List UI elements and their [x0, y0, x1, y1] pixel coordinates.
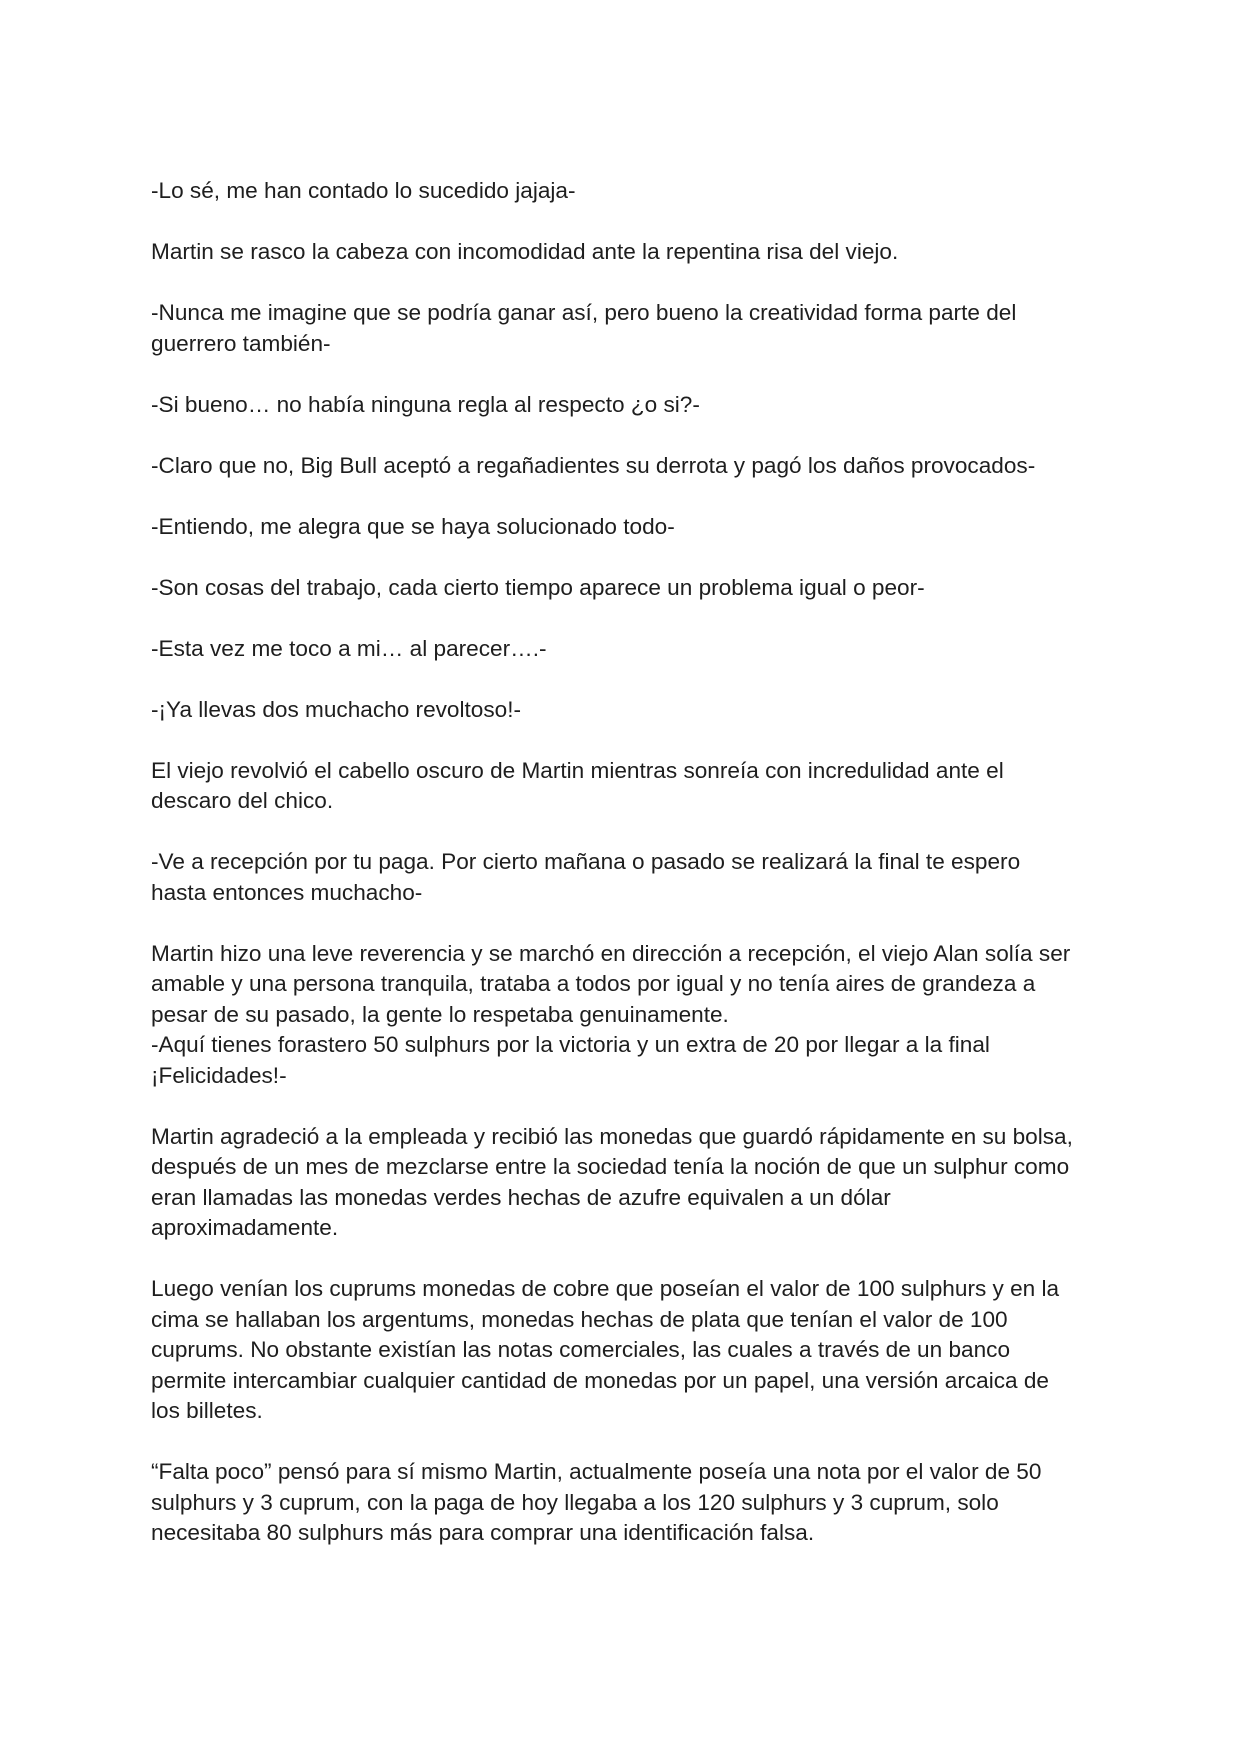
paragraph: Martin se rasco la cabeza con incomodidad ante la repentina risa del viejo. [151, 239, 899, 264]
paragraph: -Claro que no, Big Bull aceptó a regañadientes su derrota y pagó los daños provocados- [151, 452, 1036, 478]
paragraph: -Aquí tienes forastero 50 sulphurs por la victoria y un extra de 20 por llegar a la final ¡Felicidades!- [151, 1032, 990, 1088]
paragraph: El viejo revolvió el cabello oscuro de Martin mientras sonreía con incredulidad ante el descaro del chico. [151, 757, 1004, 813]
paragraph: -Nunca me imagine que se podría ganar así, pero bueno la creatividad forma parte del guerrero también- [151, 300, 1017, 356]
paragraph: -Ve a recepción por tu paga. Por cierto mañana o pasado se realizará la final te espero hasta entonces muchacho- [151, 849, 1021, 905]
paragraph: Luego venían los cuprums monedas de cobre que poseían el valor de 100 sulphurs y en la cima se hallaban los argentums, monedas hechas de plata que tenían el valor de 100 cuprums. No obstante existían las notas comerciales, las cuales a través de un banco permite intercambiar cualquier cantidad de monedas por un papel, una versión arcaica de los billetes. [151, 1276, 1060, 1423]
paragraph: -Esta vez me toco a mi… al parecer….- [151, 635, 547, 661]
paragraph: Martin hizo una leve reverencia y se marchó en dirección a recepción, el viejo Alan solía ser amable y una persona tranquila, trataba a todos por igual y no tenía aires de grandeza a pesar de su pasado, la gente lo respetaba genuinamente. [151, 940, 1071, 1027]
paragraph: “Falta poco” pensó para sí mismo Martin, actualmente poseía una nota por el valor de 50 sulphurs y 3 cuprum, con la paga de hoy llegaba a los 120 sulphurs y 3 cuprum, solo necesitaba 80 sulphurs más para comprar una identificación falsa. [151, 1459, 1042, 1545]
paragraph: -¡Ya llevas dos muchacho revoltoso!- [151, 696, 522, 722]
paragraph: -Lo sé, me han contado lo sucedido jajaja- [151, 178, 576, 203]
paragraph: Martin agradeció a la empleada y recibió las monedas que guardó rápidamente en su bolsa, después de un mes de mezclarse entre la sociedad tenía la noción de que un sulphur como eran llamadas las monedas verdes hechas de azufre equivalen a un dólar aproximadamente. [151, 1123, 1073, 1240]
paragraph: -Son cosas del trabajo, cada cierto tiempo aparece un problema igual o peor- [151, 574, 925, 600]
paragraph: -Si bueno… no había ninguna regla al respecto ¿o si?- [151, 391, 700, 417]
paragraph: -Entiendo, me alegra que se haya solucionado todo- [151, 513, 675, 539]
document-body [151, 176, 1101, 1579]
